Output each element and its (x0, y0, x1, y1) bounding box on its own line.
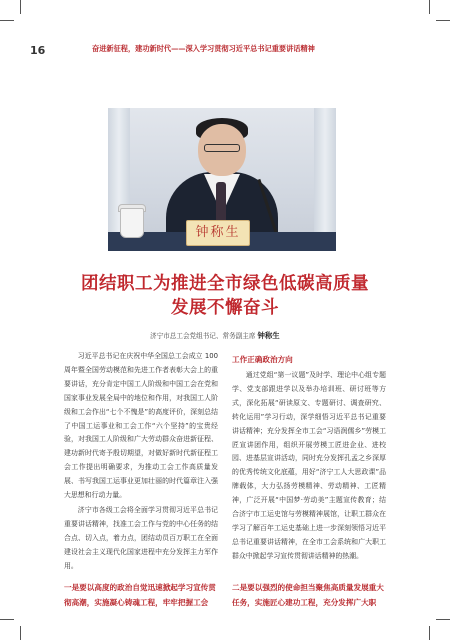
crop-mark (436, 20, 450, 21)
byline-role: 济宁市总工会党组书记、常务副主席 (150, 332, 256, 340)
article-title-line2: 发展不懈奋斗 (171, 298, 279, 318)
section-heading: 工作正确政治方向 (232, 355, 293, 364)
paragraph: 习近平总书记在庆祝中华全国总工会成立 100 周年暨全国劳动模范和先进工作者表彰大会上的重要讲话，充分肯定中国工人阶级和中国工会在党和国家事业发展全局中的地位和作用，对我国工人阶级和工会作出“七个不愧是”的高度评价，深刻总结了中国工运事业和工会工作“六个坚持”的宝贵经验，对我国工人阶级和广大劳动群众奋进新征程、建功新时代寄予殷切期望，对做好新时代新征程工会工作提出明确要求，为推动工会工作高质量发展、书写我国工运事业更加壮丽的时代篇章注入强大思想和行动力量。 (64, 352, 218, 500)
paragraph: 通过党组“第一议题”及时学、理论中心组专题学、党支部跟进学以及举办培训班、研讨班等方式，深化拓展“研读原文、专题研讨、调查研究、转化运用”学习行动，深学细悟习近平总书记重要讲话精神；充分发挥全市工会“习语润儒乡”劳模工匠宣讲团作用，组织开展劳模工匠进企业、进校园、进基层宣讲活动，同时充分发挥孔孟之乡深厚的优秀传统文化底蕴，用好“济宁工人大思政课”品牌载体，大力弘扬劳模精神、劳动精神、工匠精神，广泛开展“中国梦·劳动美”主题宣传教育；结合济宁市工运史馆与劳模精神展馆，让职工群众在学习了解百年工运史基础上进一步深刻领悟习近平总书记重要讲话精神，在全市工会系统和广大职工群众中掀起学习宣传贯彻讲话精神的热潮。 (232, 371, 386, 560)
paragraph: 济宁市各级工会将全面学习贯彻习近平总书记重要讲话精神，找准工会工作与党的中心任务的结合点、切入点，着力点，团结动员百万职工在全面建设社会主义现代化国家进程中充分发挥主力军作用。 (64, 505, 218, 570)
byline (150, 330, 280, 341)
speaker-tie (216, 182, 226, 224)
left-column (64, 350, 218, 574)
tea-cup (120, 208, 144, 238)
article-title-line1: 团结职工为推进全市绿色低碳高质量 (81, 274, 369, 294)
subsection-heading: 二是要以强烈的使命担当聚焦高质量发展重大任务，实施匠心建功工程，充分发挥广大职 (232, 583, 384, 607)
background-curtain (314, 108, 336, 251)
page-number: 16 (30, 44, 46, 57)
subsection-heading: 一是要以高度的政治自觉迅速掀起学习宣传贯彻高潮，实施凝心铸魂工程，牢牢把握工会 (64, 583, 216, 607)
portrait-photo (108, 108, 336, 251)
crop-mark (429, 626, 430, 640)
crop-mark (20, 626, 21, 640)
crop-mark (429, 0, 430, 14)
crop-mark (20, 0, 21, 14)
running-title: 奋进新征程，建功新时代——深入学习贯彻习近平总书记重要讲话精神 (92, 44, 315, 53)
right-column (232, 369, 386, 564)
crop-mark (0, 20, 14, 21)
crop-mark (0, 619, 14, 620)
crop-mark (436, 619, 450, 620)
nameplate: 钟称生 (186, 220, 250, 246)
glasses (204, 144, 240, 152)
byline-name: 钟称生 (257, 331, 280, 340)
